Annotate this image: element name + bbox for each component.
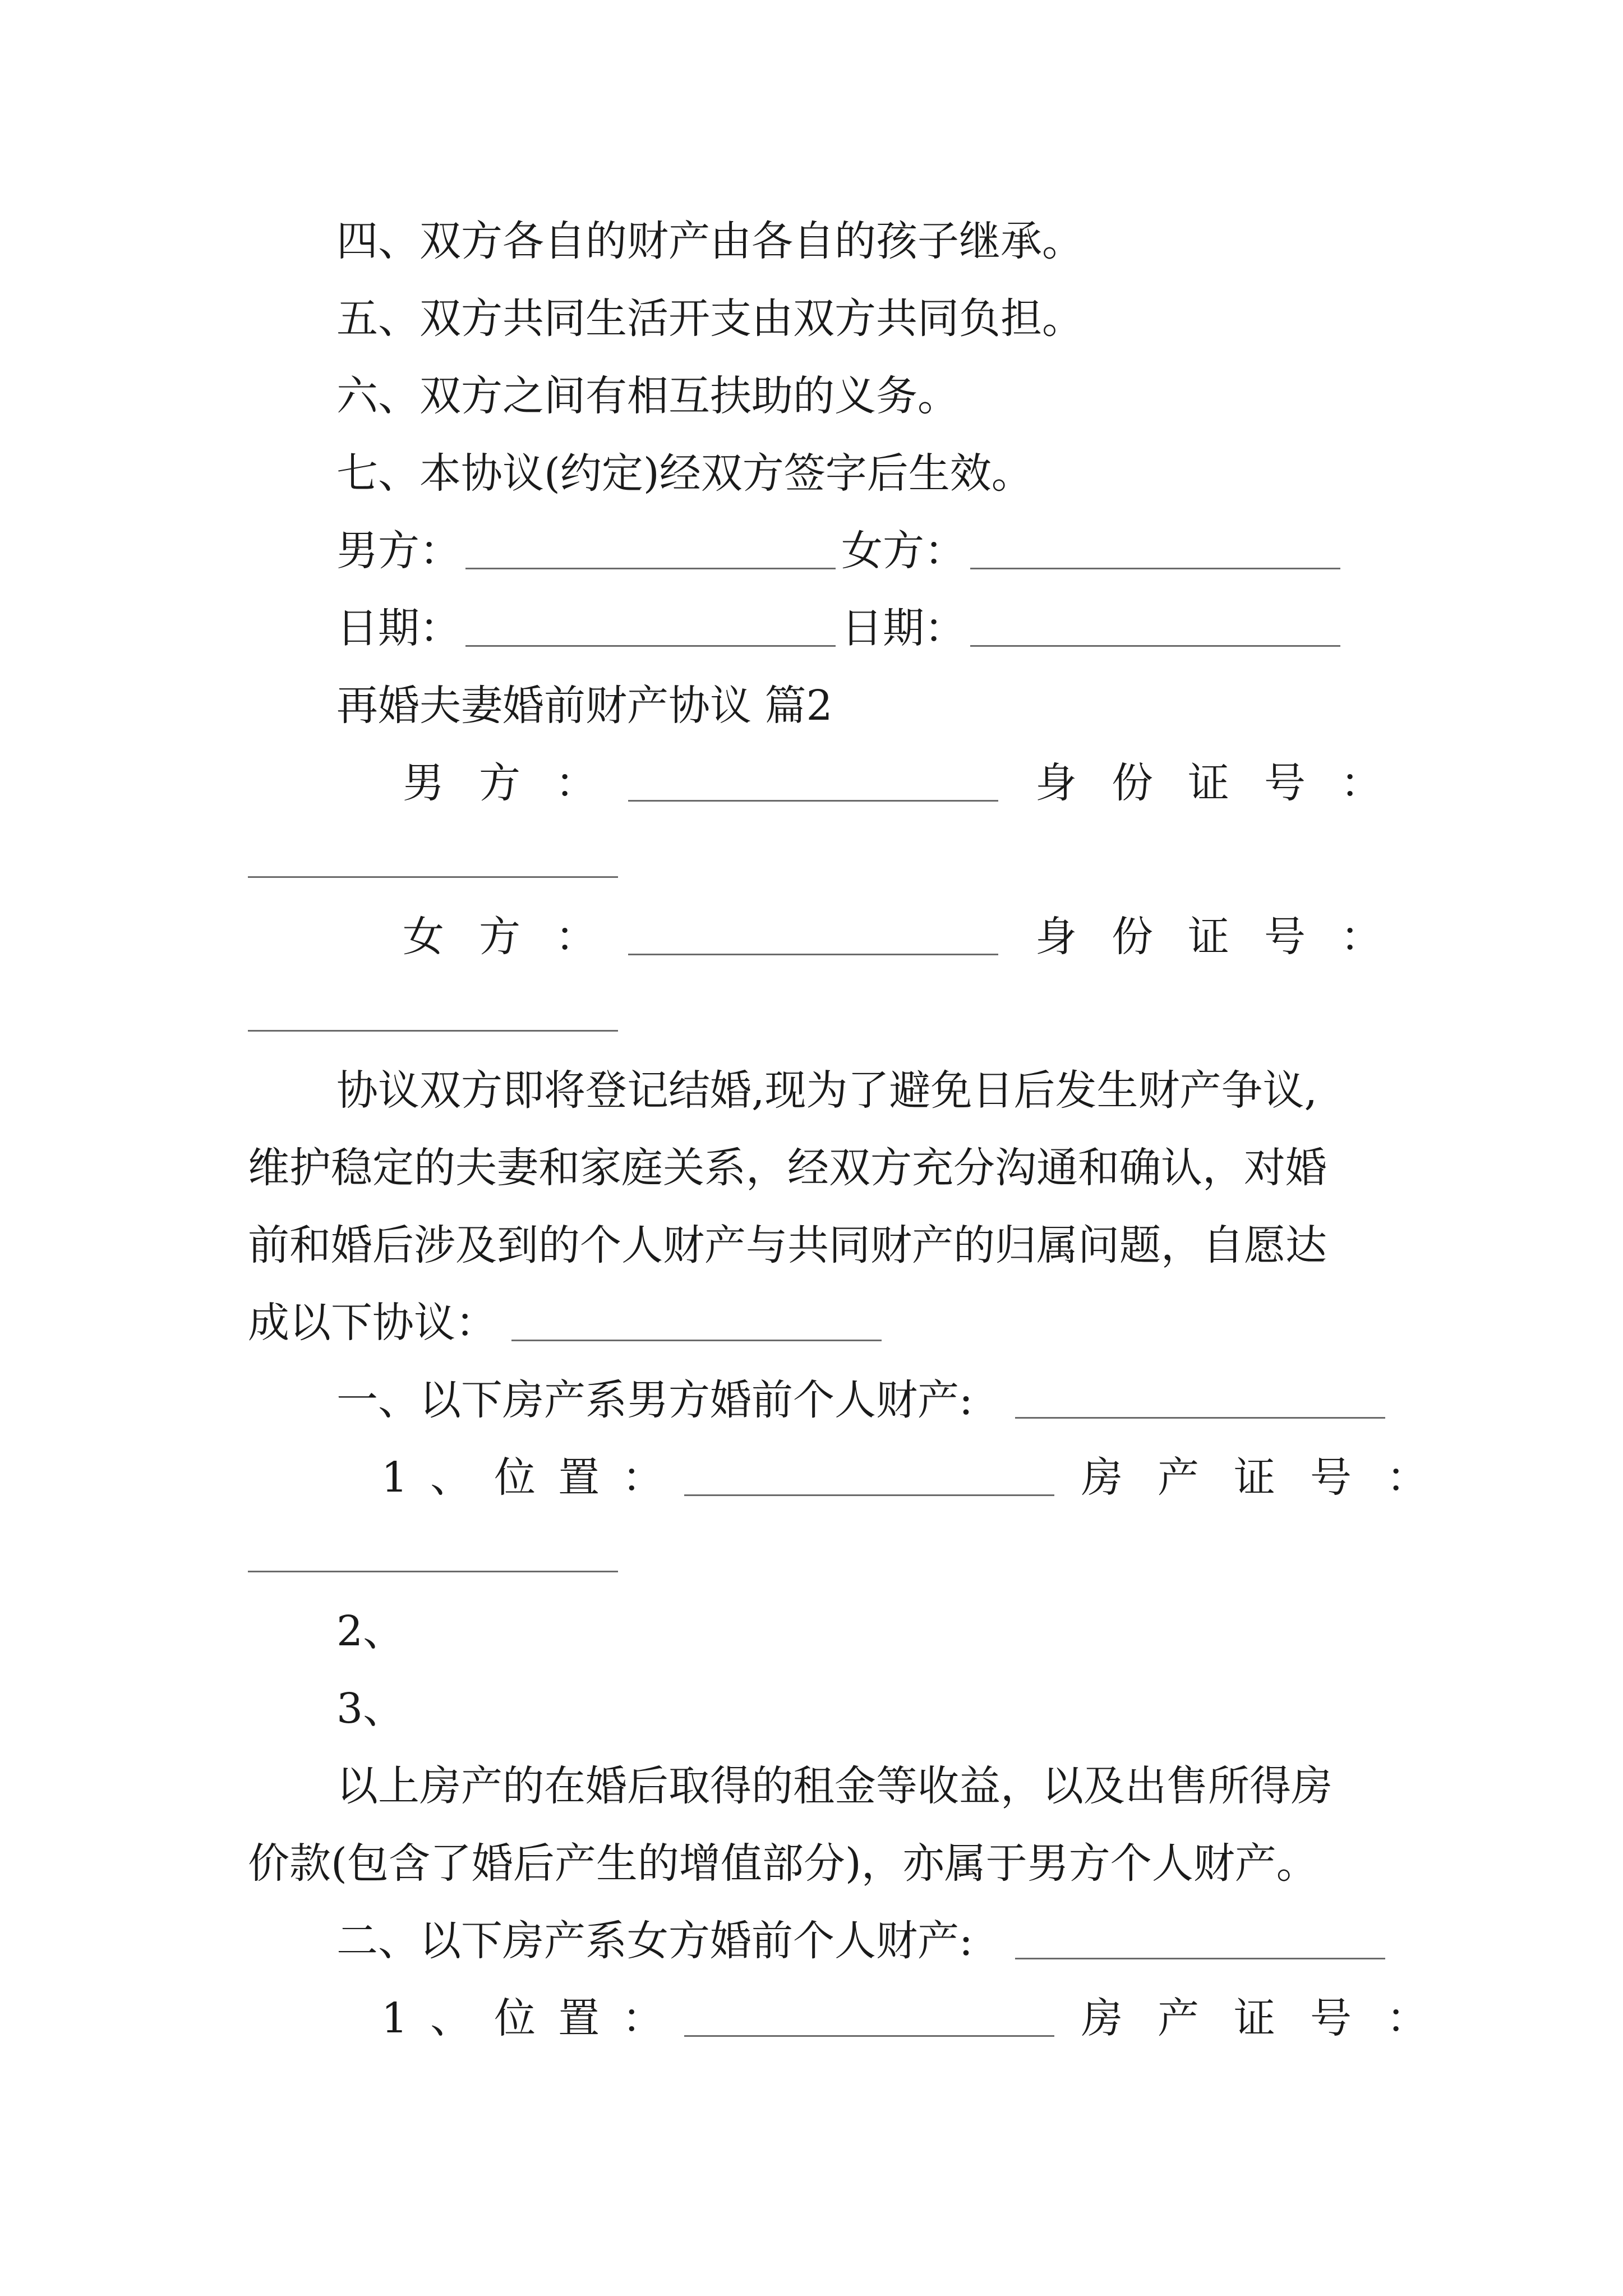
clause-two-title: 二、以下房产系女方婚前个人财产: — [336, 1917, 973, 1965]
female-signature-blank[interactable] — [970, 568, 1340, 569]
clause-two-cert-label: 房产证号： — [1081, 1994, 1463, 2042]
male-date-blank[interactable] — [465, 645, 836, 647]
clause-one-blank[interactable] — [1015, 1417, 1385, 1419]
male-date-label: 日期： — [336, 604, 461, 652]
female-date-blank[interactable] — [970, 645, 1340, 647]
intro-blank[interactable] — [511, 1340, 882, 1341]
clause-five: 五、双方共同生活开支由双方共同负担。 — [336, 295, 1083, 343]
clause-seven: 七、本协议(约定)经双方签字后生效。 — [336, 449, 1033, 498]
party-female-id-label: 身份证号： — [1035, 913, 1417, 961]
clause-one-cert-label: 房产证号： — [1081, 1453, 1463, 1502]
party-male-id-blank[interactable] — [248, 876, 618, 878]
clause-one-note-line-1: 以上房产的在婚后取得的租金等收益，以及出售所得房 — [336, 1762, 1332, 1810]
party-female-label: 女方： — [403, 913, 631, 961]
female-signature-label: 女方： — [841, 527, 966, 575]
clause-two-location-label: 1、位置： — [381, 1994, 686, 2042]
section-title: 再婚夫妻婚前财产协议 篇2 — [336, 682, 833, 730]
party-female-name-blank[interactable] — [628, 954, 998, 955]
clause-one-item-3: 3、 — [336, 1685, 405, 1733]
male-signature-label: 男方： — [336, 527, 461, 575]
clause-six: 六、双方之间有相互扶助的义务。 — [336, 372, 959, 420]
intro-line-3: 前和婚后涉及到的个人财产与共同财产的归属问题，自愿达 — [248, 1221, 1327, 1269]
party-male-name-blank[interactable] — [628, 800, 998, 802]
male-signature-blank[interactable] — [465, 568, 836, 569]
party-male-id-label: 身份证号： — [1035, 759, 1417, 807]
intro-line-2: 维护稳定的夫妻和家庭关系，经双方充分沟通和确认，对婚 — [248, 1144, 1327, 1192]
clause-one-note-line-2: 价款(包含了婚后产生的增值部分)，亦属于男方个人财产。 — [248, 1839, 1318, 1888]
clause-one-title: 一、以下房产系男方婚前个人财产: — [336, 1376, 973, 1424]
clause-four: 四、双方各自的财产由各自的孩子继承。 — [336, 217, 1083, 265]
intro-line-4: 成以下协议： — [248, 1299, 497, 1347]
clause-one-location-blank[interactable] — [684, 1494, 1054, 1496]
clause-one-cert-blank[interactable] — [248, 1571, 618, 1572]
female-date-label: 日期： — [841, 604, 966, 652]
clause-two-blank[interactable] — [1015, 1958, 1385, 1959]
clause-one-location-label: 1、位置： — [381, 1453, 686, 1502]
party-male-label: 男方： — [403, 759, 631, 807]
intro-line-1: 协议双方即将登记结婚,现为了避免日后发生财产争议, — [336, 1066, 1318, 1115]
clause-one-item-2: 2、 — [336, 1607, 405, 1655]
party-female-id-blank[interactable] — [248, 1030, 618, 1032]
clause-two-location-blank[interactable] — [684, 2035, 1054, 2037]
